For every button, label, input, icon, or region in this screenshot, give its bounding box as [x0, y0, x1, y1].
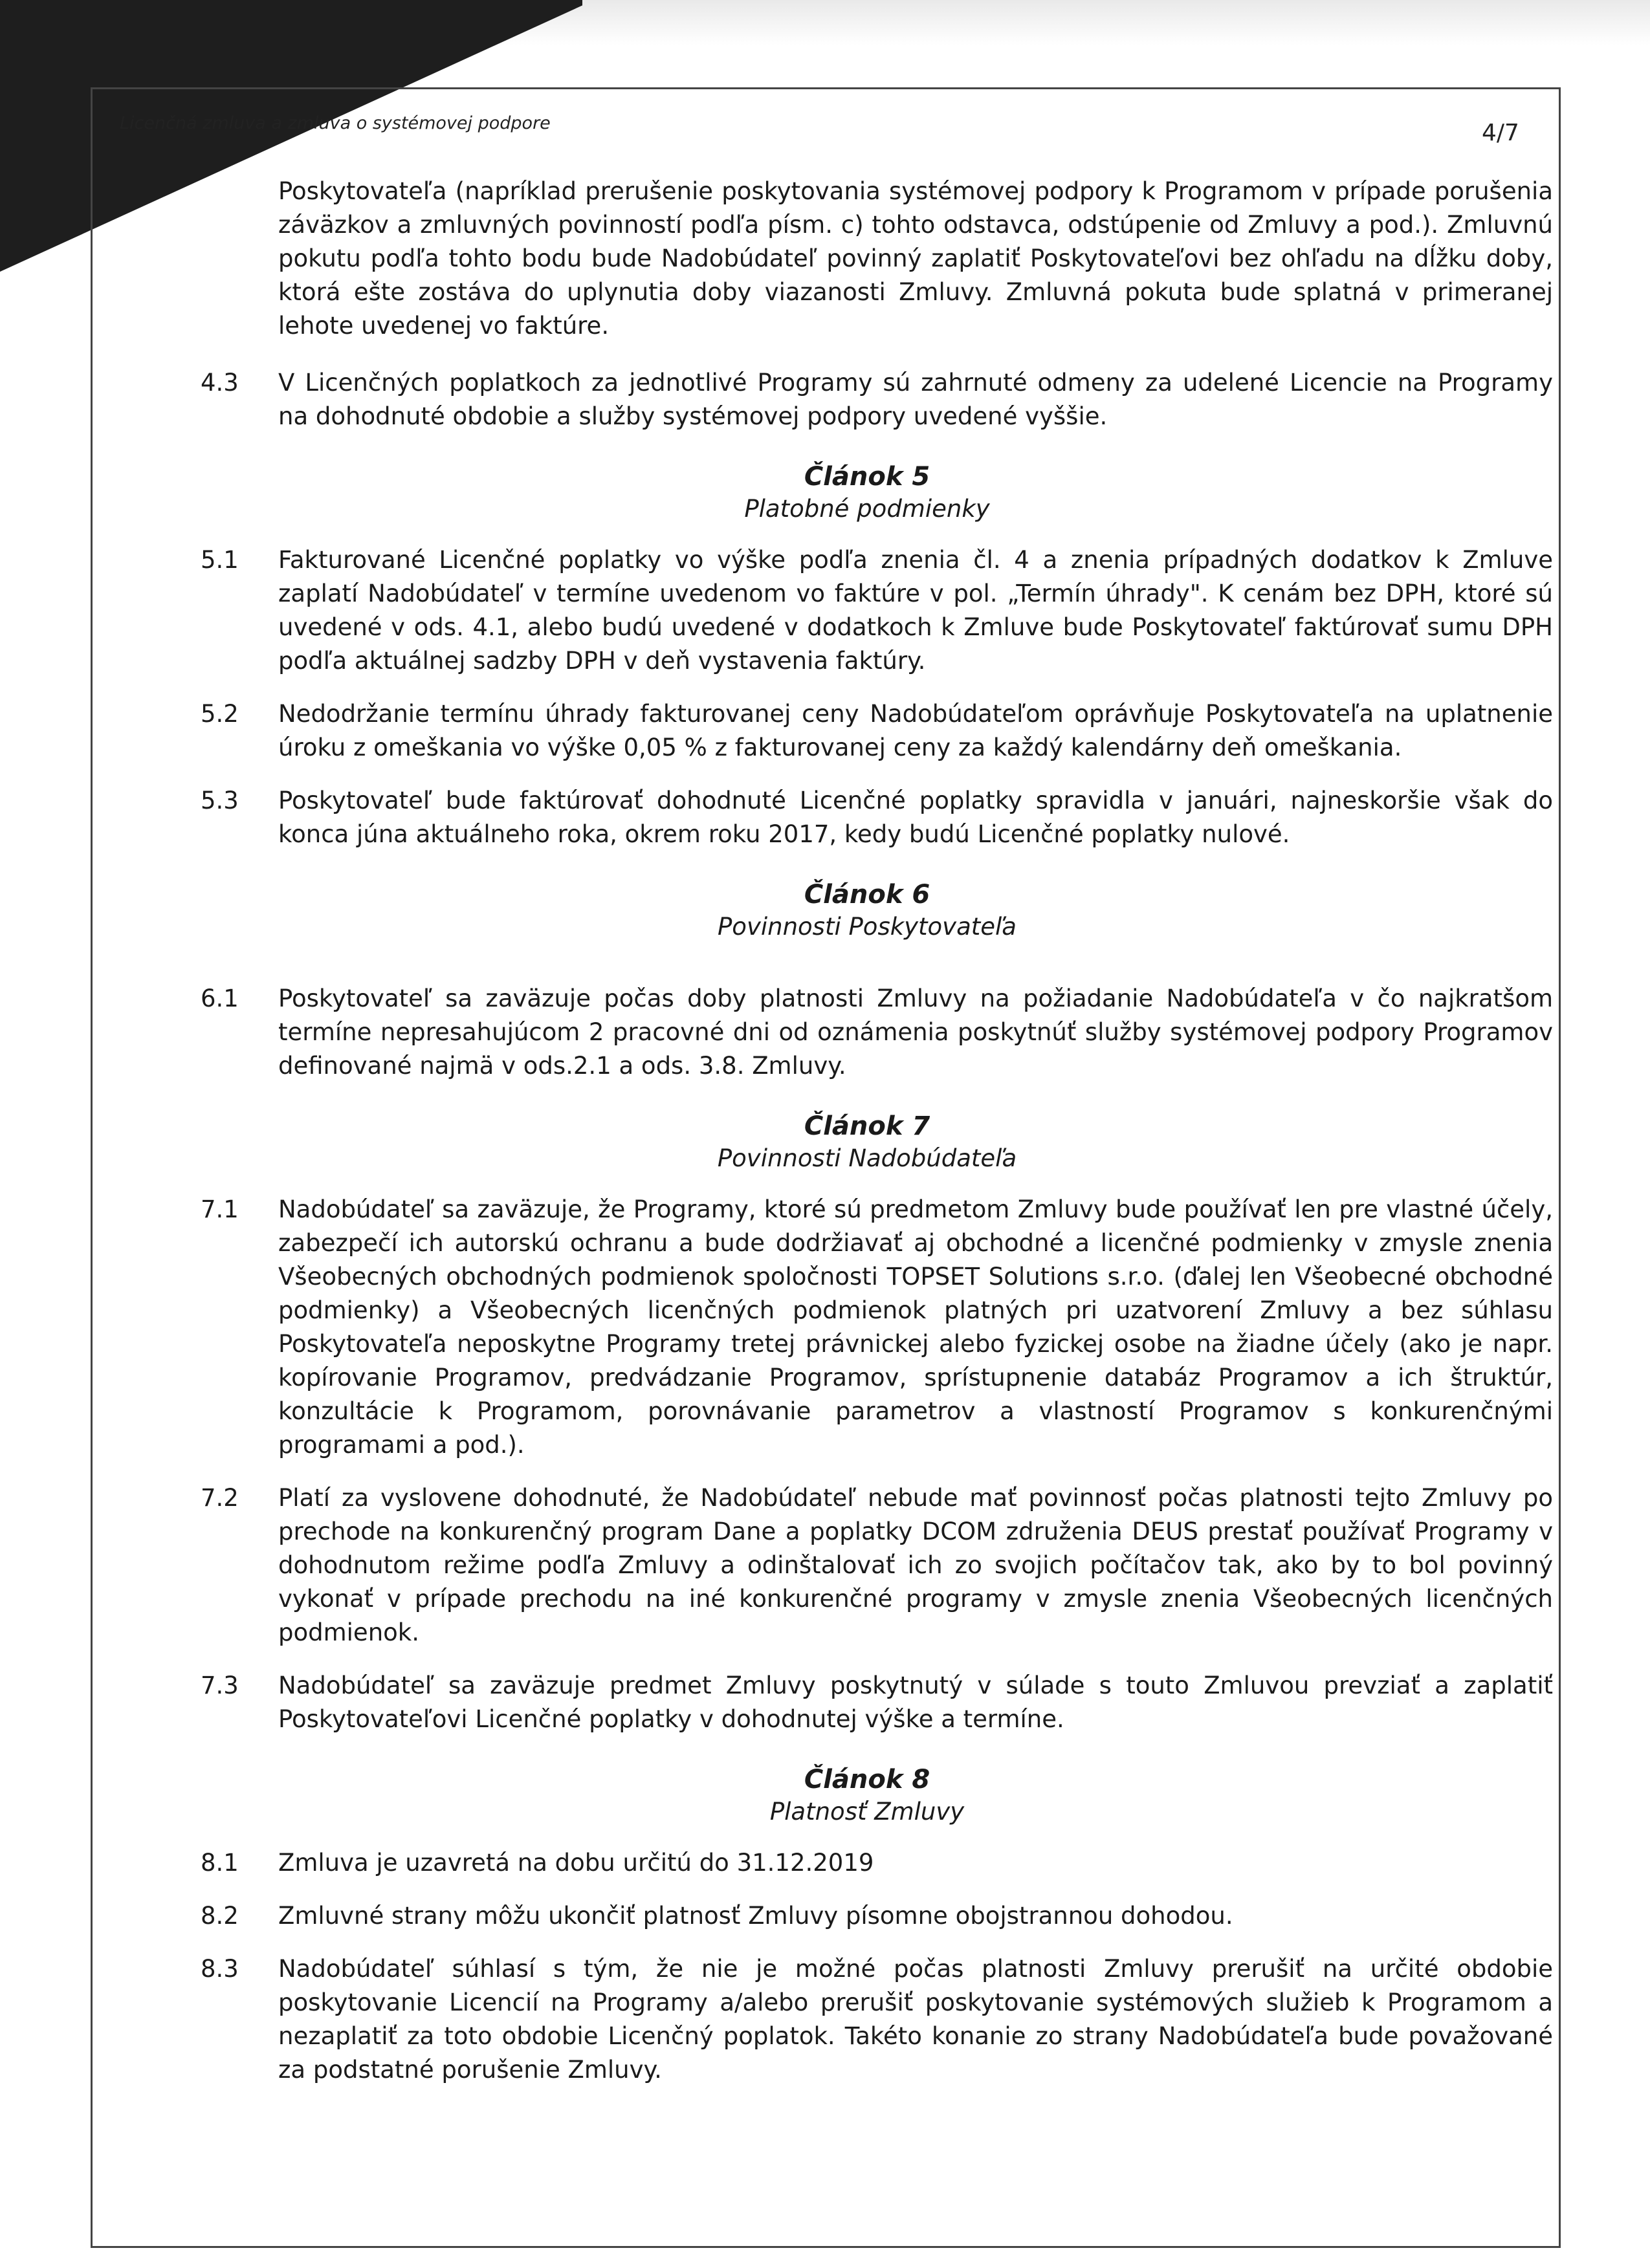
paragraph-number: 5.2 [201, 700, 239, 728]
paragraph-text: Poskytovateľ sa zaväzuje počas doby platnosti Zmluvy na požiadanie Nadobúdateľa v čo najkratšom termíne nepresahujúcom 2 pracovné dni od oznámenia poskytnúť služby systémovej podpory Programov definované najmä v ods.2.1 a ods. 3.8. Zmluvy. [278, 985, 1553, 1080]
paragraph-text: Zmluva je uzavretá na dobu určitú do 31.12.2019 [278, 1849, 874, 1877]
paragraph-8-1 [181, 1846, 1553, 1880]
paragraph-4-3 [181, 366, 1553, 433]
paragraph-text: Platí za vyslovene dohodnuté, že Nadobúdateľ nebude mať povinnosť počas platnosti tejto Zmluvy po prechode na konkurenčný program Dane a poplatky DCOM združenia DEUS prestať používať Programy v dohodnutom režime podľa Zmluvy a odinštalovať ich zo svojich počítačov tak, ako by to bol povinný vykonať v prípade prechodu na iné konkurenčné programy v zmysle znenia Všeobecných licenčných podmienok. [278, 1484, 1553, 1646]
running-header-title: Licenčná zmluva a zmluva o systémovej podpore [120, 113, 551, 133]
paragraph-text: Poskytovateľa (napríklad prerušenie poskytovania systémovej podpory k Programom v prípade porušenia záväzkov a zmluvných povinností podľa písm. c) tohto odstavca, odstúpenie od Zmluvy a pod.). Zmluvnú pokutu podľa tohto bodu bude Nadobúdateľ povinný zaplatiť Poskytovateľovi bez ohľadu na dĺžku doby, ktorá ešte zostáva do uplynutia doby viazanosti Zmluvy. Zmluvná pokuta bude splatná v primeranej lehote uvedenej vo faktúre. [278, 177, 1553, 340]
article-5-title: Článok 5 [804, 462, 930, 492]
paragraph-7-2 [181, 1481, 1553, 1650]
paragraph-number: 5.1 [201, 546, 239, 574]
article-7-subtitle: Povinnosti Nadobúdateľa [717, 1144, 1017, 1172]
paragraph-5-1 [181, 543, 1553, 678]
paragraph-7-3 [181, 1669, 1553, 1736]
article-8-subtitle: Platnosť Zmluvy [769, 1798, 965, 1826]
article-5-subtitle: Platobné podmienky [744, 495, 990, 523]
paragraph-6-1 [181, 982, 1553, 1083]
paragraph-continuation [181, 175, 1553, 343]
article-7-title: Článok 7 [804, 1111, 930, 1141]
document-body [181, 175, 1553, 2106]
article-6-subtitle: Povinnosti Poskytovateľa [718, 913, 1017, 941]
page-number: 4/7 [1482, 120, 1519, 146]
paragraph-text: V Licenčných poplatkoch za jednotlivé Programy sú zahrnuté odmeny za udelené Licencie na Programy na dohodnuté obdobie a služby systémovej podpory uvedené vyššie. [278, 369, 1553, 430]
paragraph-text: Zmluvné strany môžu ukončiť platnosť Zmluvy písomne obojstrannou dohodou. [278, 1902, 1233, 1930]
paragraph-text: Nadobúdateľ súhlasí s tým, že nie je možné počas platnosti Zmluvy prerušiť na určité obdobie poskytovanie Licencií na Programy a/alebo prerušiť poskytovanie systémových služieb k Programom a nezaplatiť za toto obdobie Licenčný poplatok. Takéto konanie zo strany Nadobúdateľa bude považované za podstatné porušenie Zmluvy. [278, 1955, 1553, 2084]
paragraph-text: Nadobúdateľ sa zaväzuje, že Programy, ktoré sú predmetom Zmluvy bude používať len pre vlastné účely, zabezpečí ich autorskú ochranu a bude dodržiavať aj obchodné a licenčné podmienky v zmysle znenia Všeobecných obchodných podmienok spoločnosti TOPSET Solutions s.r.o. (ďalej len Všeobecné obchodné podmienky) a Všeobecných licenčných podmienok platných pri uzatvorení Zmluvy a bez súhlasu Poskytovateľa neposkytne Programy tretej právnickej alebo fyzickej osobe na žiadne účely (ako je napr. kopírovanie Programov, predvádzanie Programov, sprístupnenie databáz Programov a ich štruktúr, konzultácie k Programom, porovnávanie parametrov a vlastností Programov s konkurenčnými programami a pod.). [278, 1195, 1553, 1459]
paragraph-number: 8.2 [201, 1902, 239, 1930]
paragraph-number: 8.1 [201, 1849, 239, 1877]
paragraph-number: 4.3 [201, 369, 239, 397]
paragraph-number: 5.3 [201, 787, 239, 814]
paragraph-number: 7.3 [201, 1672, 239, 1699]
paragraph-5-2 [181, 697, 1553, 765]
article-6-title: Článok 6 [804, 880, 930, 910]
paragraph-5-3 [181, 784, 1553, 851]
paragraph-number: 7.1 [201, 1195, 239, 1223]
article-8-title: Článok 8 [804, 1765, 930, 1794]
paragraph-text: Nadobúdateľ sa zaväzuje predmet Zmluvy poskytnutý v súlade s touto Zmluvou prevziať a zaplatiť Poskytovateľovi Licenčné poplatky v dohodnutej výške a termíne. [278, 1672, 1553, 1733]
paragraph-text: Nedodržanie termínu úhrady fakturovanej ceny Nadobúdateľom oprávňuje Poskytovateľa na uplatnenie úroku z omeškania vo výške 0,05 % z fakturovanej ceny za každý kalendárny deň omeškania. [278, 700, 1553, 761]
paragraph-number: 6.1 [201, 985, 239, 1012]
paragraph-8-2 [181, 1899, 1553, 1933]
paragraph-7-1 [181, 1193, 1553, 1462]
paragraph-number: 8.3 [201, 1955, 239, 1983]
paragraph-8-3 [181, 1952, 1553, 2087]
paragraph-number: 7.2 [201, 1484, 239, 1512]
paragraph-text: Fakturované Licenčné poplatky vo výške podľa znenia čl. 4 a znenia prípadných dodatkov k Zmluve zaplatí Nadobúdateľ v termíne uvedenom vo faktúre v pol. „Termín úhrady". K cenám bez DPH, ktoré sú uvedené v ods. 4.1, alebo budú uvedené v dodatkoch k Zmluve bude Poskytovateľ faktúrovať sumu DPH podľa aktuálnej sadzby DPH v deň vystavenia faktúry. [278, 546, 1553, 675]
paragraph-text: Poskytovateľ bude faktúrovať dohodnuté Licenčné poplatky spravidla v januári, najneskoršie však do konca júna aktuálneho roka, okrem roku 2017, kedy budú Licenčné poplatky nulové. [278, 787, 1553, 848]
